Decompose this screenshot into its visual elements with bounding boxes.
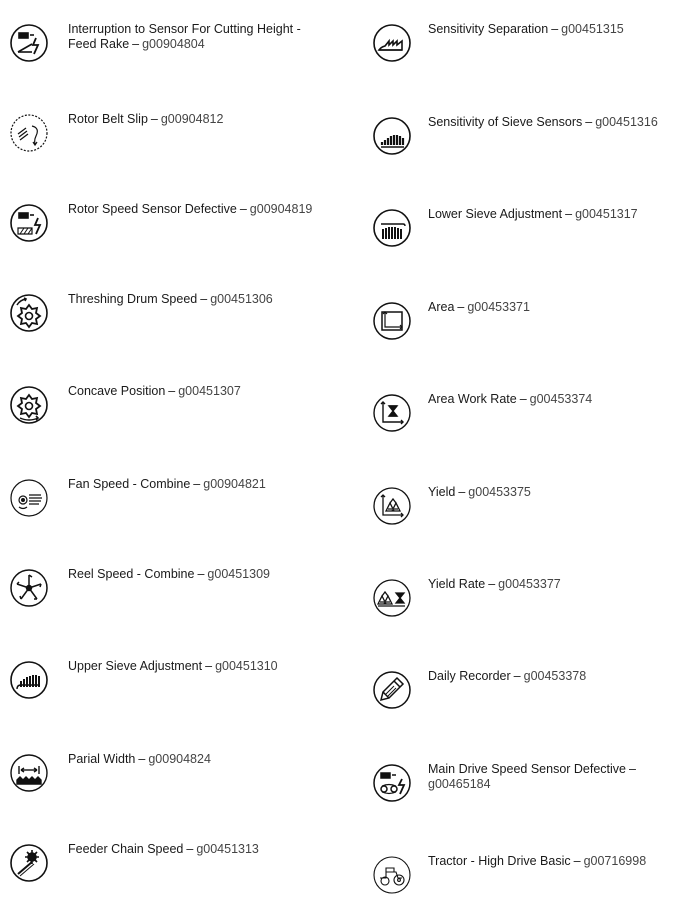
lower-sieve-icon — [371, 207, 413, 249]
list-item-text — [428, 762, 678, 792]
separator: – — [457, 300, 465, 314]
graphic-code: g00904819 — [249, 202, 313, 216]
list-item-text — [428, 669, 678, 684]
list-item — [343, 300, 686, 360]
reel-speed-icon — [8, 567, 50, 609]
feeder-chain-icon — [8, 842, 50, 884]
list-item-text — [428, 485, 678, 500]
item-name: Rotor Belt Slip — [68, 112, 148, 126]
sensitivity-separation-icon — [371, 22, 413, 64]
separator: – — [519, 392, 527, 406]
graphic-code: g00453371 — [467, 300, 530, 314]
list-item — [0, 384, 343, 444]
item-name: Lower Sieve Adjustment — [428, 207, 563, 221]
graphic-code: g00451317 — [575, 207, 638, 221]
item-name: Parial Width — [68, 752, 136, 766]
graphic-code: g00716998 — [583, 854, 647, 868]
list-item — [343, 762, 686, 822]
item-name: Interruption to Sensor For Cutting Height - Feed Rake — [68, 22, 301, 51]
list-item — [343, 207, 686, 267]
list-item — [0, 567, 343, 627]
item-name: Feeder Chain Speed — [68, 842, 184, 856]
item-name: Rotor Speed Sensor Defective — [68, 202, 237, 216]
list-item-text — [68, 842, 326, 857]
list-item-text — [428, 300, 678, 315]
graphic-code: g00451309 — [207, 567, 270, 581]
graphic-code: g00453378 — [523, 669, 587, 683]
area-icon — [371, 300, 413, 342]
separator: – — [138, 752, 146, 766]
separator: – — [150, 112, 158, 126]
item-name: Daily Recorder — [428, 669, 511, 683]
list-item-text — [68, 202, 326, 217]
list-item-text — [68, 112, 326, 127]
item-name: Yield — [428, 485, 456, 499]
list-item — [0, 202, 343, 262]
list-item-text — [428, 854, 678, 869]
separator: – — [565, 207, 573, 221]
item-name: Sensitivity of Sieve Sensors — [428, 115, 583, 129]
list-item-text — [68, 477, 326, 492]
daily-recorder-icon — [371, 669, 413, 711]
item-name: Reel Speed - Combine — [68, 567, 195, 581]
fan-speed-icon — [8, 477, 50, 519]
yield-rate-icon — [371, 577, 413, 619]
list-item — [0, 22, 343, 82]
separator: – — [458, 485, 466, 499]
list-item-text — [68, 567, 326, 582]
graphic-code: g00465184 — [428, 777, 491, 791]
item-name: Threshing Drum Speed — [68, 292, 198, 306]
list-item — [0, 842, 343, 902]
list-item-text — [68, 292, 326, 307]
graphic-code: g00451313 — [196, 842, 259, 856]
sieve-sensors-icon — [371, 115, 413, 157]
graphic-code: g00453375 — [468, 485, 531, 499]
list-item — [0, 292, 343, 352]
list-item — [343, 22, 686, 82]
list-item-text — [68, 384, 326, 399]
threshing-drum-speed-icon — [8, 292, 50, 334]
list-item-text — [428, 207, 678, 222]
list-item — [0, 659, 343, 719]
list-item-text — [68, 752, 326, 767]
list-item — [0, 752, 343, 812]
item-name: Area — [428, 300, 455, 314]
list-item — [343, 669, 686, 729]
graphic-code: g00904804 — [142, 37, 205, 51]
item-name: Concave Position — [68, 384, 166, 398]
rotor-belt-slip-icon — [8, 112, 50, 154]
partial-width-icon — [8, 752, 50, 794]
yield-icon — [371, 485, 413, 527]
list-item — [343, 485, 686, 545]
sensor-height-rake-icon — [8, 22, 50, 64]
graphic-code: g00451316 — [595, 115, 658, 129]
item-name: Sensitivity Separation — [428, 22, 549, 36]
item-name: Area Work Rate — [428, 392, 517, 406]
graphic-code: g00451306 — [210, 292, 273, 306]
list-item-text — [428, 115, 678, 130]
list-item-text — [428, 392, 678, 407]
graphic-code: g00451307 — [178, 384, 241, 398]
separator: – — [239, 202, 247, 216]
separator: – — [585, 115, 593, 129]
list-item — [343, 854, 686, 914]
area-work-rate-icon — [371, 392, 413, 434]
graphic-code: g00453377 — [498, 577, 561, 591]
list-item-text — [428, 22, 678, 37]
separator: – — [193, 477, 201, 491]
list-item — [0, 112, 343, 172]
list-item — [0, 477, 343, 537]
tractor-high-drive-icon — [371, 854, 413, 896]
concave-position-icon — [8, 384, 50, 426]
item-name: Yield Rate — [428, 577, 486, 591]
list-item — [343, 577, 686, 637]
item-name: Upper Sieve Adjustment — [68, 659, 203, 673]
separator: – — [200, 292, 208, 306]
graphic-code: g00904812 — [160, 112, 224, 126]
list-item — [343, 115, 686, 175]
separator: – — [629, 762, 636, 776]
list-item-text — [68, 22, 326, 52]
graphic-code: g00451315 — [561, 22, 624, 36]
item-name: Main Drive Speed Sensor Defective — [428, 762, 627, 776]
separator: – — [205, 659, 213, 673]
list-item-text — [68, 659, 326, 674]
separator: – — [488, 577, 496, 591]
item-name: Fan Speed - Combine — [68, 477, 191, 491]
right-column — [343, 0, 686, 915]
list-item — [343, 392, 686, 452]
main-drive-sensor-icon — [371, 762, 413, 804]
separator: – — [197, 567, 205, 581]
list-item-text — [428, 577, 678, 592]
rotor-speed-sensor-icon — [8, 202, 50, 244]
item-name: Tractor - High Drive Basic — [428, 854, 571, 868]
graphic-code: g00904821 — [203, 477, 266, 491]
upper-sieve-icon — [8, 659, 50, 701]
separator: – — [573, 854, 581, 868]
separator: – — [551, 22, 559, 36]
graphic-code: g00453374 — [529, 392, 593, 406]
separator: – — [186, 842, 194, 856]
separator: – — [513, 669, 521, 683]
graphic-code: g00451310 — [215, 659, 278, 673]
separator: – — [168, 384, 176, 398]
separator: – — [132, 37, 140, 51]
graphic-code: g00904824 — [148, 752, 211, 766]
